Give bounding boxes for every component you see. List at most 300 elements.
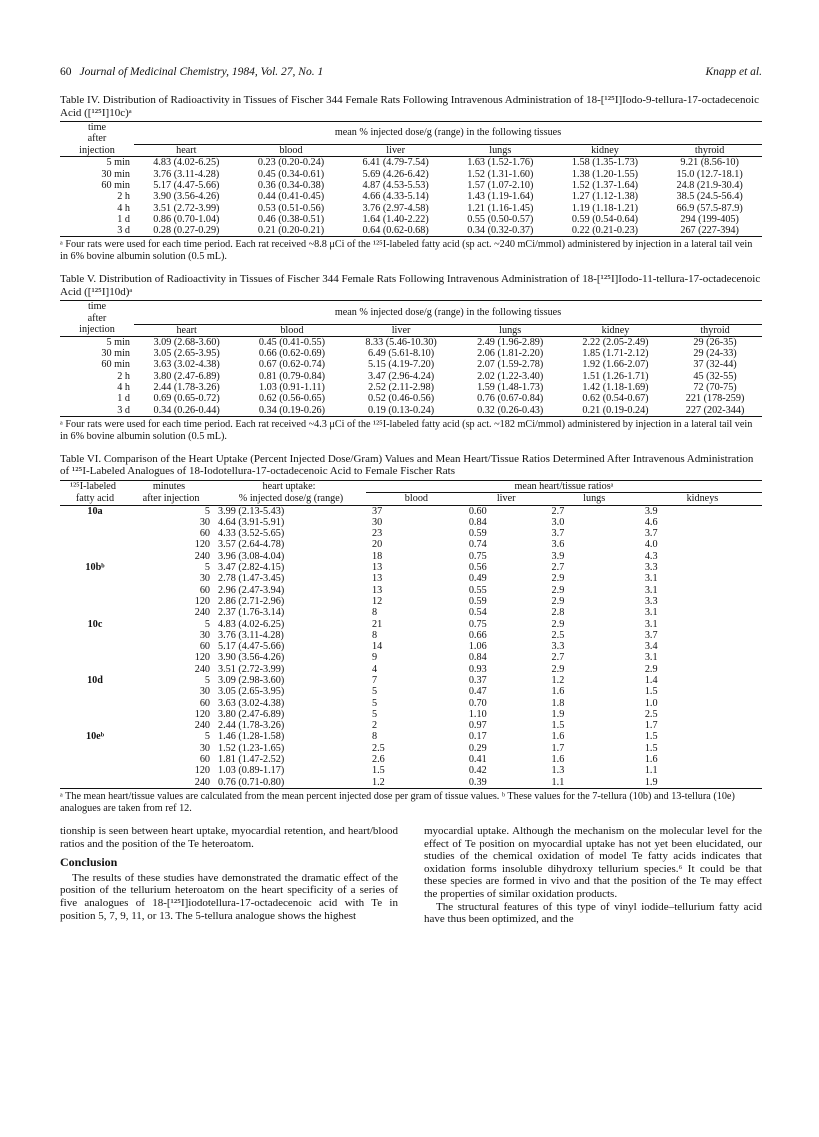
table-cell: 120 bbox=[194, 708, 210, 720]
table-cell: 0.93 bbox=[468, 663, 487, 675]
table-cell: 3.6 bbox=[551, 539, 565, 551]
table5-time-head-3: injection bbox=[60, 324, 134, 336]
table-row bbox=[60, 371, 762, 382]
table-cell: 30 bbox=[199, 686, 210, 698]
table-cell: 0.81 (0.79-0.84) bbox=[258, 370, 326, 382]
table4-group-head: mean % injected dose/g (range) in the following tissues bbox=[134, 122, 762, 145]
table-cell: 1.7 bbox=[644, 720, 658, 732]
table-cell: 3.80 (2.47-6.89) bbox=[153, 370, 220, 382]
table6-head-uptake-2: % injected dose/g (range) bbox=[212, 493, 366, 505]
table-cell: 21 bbox=[372, 618, 383, 630]
table5-col-header: liver bbox=[345, 324, 458, 336]
table4-time-head: time after bbox=[60, 122, 134, 145]
table-cell: 0.67 (0.62-0.74) bbox=[258, 359, 326, 371]
table-cell: 14 bbox=[372, 641, 383, 653]
table-row bbox=[60, 619, 762, 630]
authors: Knapp et al. bbox=[705, 66, 762, 78]
right-paragraph-1: myocardial uptake. Although the mechanism on the molecular level for the effect of Te position on myocardial uptake has not yet been elucidated, our studies of the chemical oxidation of model Te fatty acids indicates that oxidation forms insoluble dihydroxy tellurium species.⁶ It could be that these species are formed in vivo and that the position of the Te may effect the properties of similar oxidation products. bbox=[424, 824, 762, 900]
table-cell: 5.15 (4.19-7.20) bbox=[367, 359, 435, 371]
table6-ratio-col-header: kidneys bbox=[639, 493, 762, 505]
running-header bbox=[60, 66, 762, 78]
table4-col-header: blood bbox=[239, 145, 344, 157]
table-cell: 66.9 (57.5-87.9) bbox=[676, 202, 743, 214]
table-cell: 6.49 (5.61-8.10) bbox=[367, 348, 435, 360]
table-cell: 0.55 (0.50-0.57) bbox=[467, 213, 534, 225]
table-cell: 1.52 (1.23-1.65) bbox=[218, 742, 285, 754]
table-cell: 1.57 (1.07-2.10) bbox=[467, 179, 534, 191]
table-cell: 0.49 bbox=[468, 573, 487, 585]
table-cell: 8.33 (5.46-10.30) bbox=[365, 336, 437, 348]
table-cell bbox=[60, 573, 126, 584]
table-cell: 1.4 bbox=[644, 674, 658, 686]
table-cell: 30 bbox=[199, 573, 210, 585]
table-cell: 1.27 (1.12-1.38) bbox=[571, 191, 639, 203]
table-cell: 0.59 bbox=[468, 528, 487, 540]
table-cell: 5.17 (4.47-5.66) bbox=[218, 641, 285, 653]
table-cell bbox=[60, 709, 126, 720]
table-cell bbox=[60, 686, 126, 697]
table-cell: 30 bbox=[199, 516, 210, 528]
table-cell bbox=[60, 539, 126, 550]
table5-time-head: time after bbox=[60, 301, 134, 324]
table-cell: 30 bbox=[199, 742, 210, 754]
table-row bbox=[60, 731, 762, 742]
table-cell: 3.96 (3.08-4.04) bbox=[218, 550, 285, 562]
table-row bbox=[60, 630, 762, 641]
table-row bbox=[60, 157, 762, 169]
table-cell: 1.2 bbox=[551, 674, 565, 686]
table-row bbox=[60, 214, 762, 225]
table-cell: 0.74 bbox=[468, 539, 487, 551]
table-cell bbox=[60, 596, 126, 607]
table-cell: 1.06 bbox=[468, 641, 487, 653]
table-cell bbox=[60, 743, 126, 754]
table-cell: 0.34 (0.19-0.26) bbox=[258, 404, 326, 416]
table-cell: 3.47 (2.96-4.24) bbox=[367, 370, 435, 382]
table-cell: 0.21 (0.20-0.21) bbox=[257, 225, 325, 237]
journal-page bbox=[60, 66, 762, 926]
table-row bbox=[60, 359, 762, 370]
table-cell: 6.41 (4.79-7.54) bbox=[362, 157, 429, 169]
table4-footnote: ᵃ Four rats were used for each time period. Each rat received ~8.8 μCi of the ¹²⁵I-labeled fatty acid (sp act. ~240 mCi/mmol) administered by injection in a lateral tail vein in 6% bovine albumin solution (0.5 mL). bbox=[60, 239, 753, 263]
table-cell: 3.7 bbox=[644, 528, 658, 540]
table-cell: 2.78 (1.47-3.45) bbox=[218, 573, 285, 585]
table-cell: 30 min bbox=[101, 348, 130, 360]
table5-col-header: thyroid bbox=[668, 324, 762, 336]
left-column bbox=[60, 825, 398, 926]
table-cell: 2.5 bbox=[551, 629, 565, 641]
table-cell: 2.5 bbox=[372, 742, 385, 754]
table5-col-header: lungs bbox=[458, 324, 563, 336]
table-cell: 4.33 (3.52-5.65) bbox=[218, 528, 285, 540]
section-title: Conclusion bbox=[60, 855, 118, 870]
table-cell: 0.75 bbox=[468, 618, 487, 630]
table-cell: 2.86 (2.71-2.96) bbox=[218, 595, 285, 607]
table-cell: 10c bbox=[87, 618, 103, 630]
table-cell: 0.19 (0.13-0.24) bbox=[367, 404, 435, 416]
table-cell: 1.03 (0.91-1.11) bbox=[259, 382, 325, 394]
table-cell: 7 bbox=[372, 674, 378, 686]
table-cell: 2 h bbox=[117, 191, 130, 203]
table5-col-header: heart bbox=[134, 324, 239, 336]
table-cell: 3.3 bbox=[644, 595, 658, 607]
table4-time-head-3: injection bbox=[60, 145, 134, 157]
table-cell: 5.17 (4.47-5.66) bbox=[153, 179, 220, 191]
table-cell: 0.42 bbox=[468, 765, 487, 777]
table-cell: 3.05 (2.65-3.95) bbox=[153, 348, 220, 360]
table4-col-header: heart bbox=[134, 145, 239, 157]
table4-col-header: liver bbox=[343, 145, 448, 157]
table-cell: 0.34 (0.26-0.44) bbox=[153, 404, 220, 416]
table-cell: 0.60 bbox=[468, 505, 487, 517]
table-cell: 3.0 bbox=[551, 516, 565, 528]
table4-col-header: thyroid bbox=[657, 145, 762, 157]
table-cell: 1.58 (1.35-1.73) bbox=[571, 157, 639, 169]
table-cell: 3.1 bbox=[644, 652, 658, 664]
table-cell: 3 d bbox=[117, 404, 130, 416]
table-cell: 227 (202-344) bbox=[685, 404, 745, 416]
table-row bbox=[60, 393, 762, 404]
table-row bbox=[60, 405, 762, 417]
table-cell: 37 bbox=[372, 505, 383, 517]
table-cell: 8 bbox=[372, 607, 378, 619]
table-row bbox=[60, 641, 762, 652]
table-cell: 1.1 bbox=[644, 765, 658, 777]
table-cell: 0.32 (0.26-0.43) bbox=[477, 404, 544, 416]
table-cell bbox=[60, 607, 126, 618]
table-cell bbox=[60, 551, 126, 562]
table-cell: 0.84 bbox=[468, 516, 487, 528]
table-cell: 4 bbox=[372, 663, 378, 675]
table-row bbox=[60, 203, 762, 214]
table-cell: 3.76 (3.11-4.28) bbox=[218, 629, 284, 641]
table4 bbox=[60, 121, 762, 237]
table-cell: 10a bbox=[87, 505, 103, 517]
table6-ratio-col-header: blood bbox=[366, 493, 463, 505]
table-cell: 5 min bbox=[106, 157, 130, 169]
table-cell: 5 bbox=[204, 505, 210, 517]
table-cell: 4.66 (4.33-5.14) bbox=[362, 191, 429, 203]
left-paragraph-2: The results of these studies have demonstrated the dramatic effect of the position of the tellurium heteroatom on the heart specificity of a series of five analogues of 18-[¹²⁵I]iodotellura-17-octadecenoic acid with Te in position 5, 7, 9, 11, or 13. The 5-tellura analogue shows the highest bbox=[60, 871, 398, 922]
table6-column-header-row bbox=[60, 493, 762, 505]
table-cell: 1.81 (1.47-2.52) bbox=[218, 754, 285, 766]
table-cell: 0.39 bbox=[468, 776, 487, 788]
table-cell: 240 bbox=[194, 607, 210, 619]
table-cell: 3.51 (2.72-3.99) bbox=[153, 202, 220, 214]
table-cell: 0.29 bbox=[468, 742, 487, 754]
table-cell: 2.52 (2.11-2.98) bbox=[368, 382, 434, 394]
table-cell: 30 min bbox=[101, 168, 130, 180]
table-cell: 1.10 bbox=[468, 708, 487, 720]
table-cell: 60 bbox=[199, 754, 210, 766]
table-cell bbox=[60, 664, 126, 675]
table-cell: 267 (227-394) bbox=[680, 225, 739, 237]
table-cell: 0.76 (0.71-0.80) bbox=[218, 776, 285, 788]
table-cell: 3.63 (3.02-4.38) bbox=[153, 359, 220, 371]
table6-head-minutes-2: after injection bbox=[126, 493, 212, 505]
table-cell: 240 bbox=[194, 663, 210, 675]
table-cell: 24.8 (21.9-30.4) bbox=[676, 179, 743, 191]
table6-caption: Table VI. Comparison of the Heart Uptake (Percent Injected Dose/Gram) Values and Mean Heart/Tissue Ratios Determined After Intravenous Administration of ¹²⁵I-Labeled Analogues of 18-Iodotellura-17-octadecenoic Acid to Female Fischer Rats bbox=[60, 452, 754, 478]
table4-caption: Table IV. Distribution of Radioactivity in Tissues of Fischer 344 Female Rats Following Intravenous Administration of 18-[¹²⁵I]Iodo-9-tellura-17-octadecenoic Acid ([¹²⁵I]10c)ᵃ bbox=[60, 94, 759, 119]
table-cell: 3.1 bbox=[644, 573, 658, 585]
table-cell: 0.41 bbox=[468, 754, 487, 766]
table-cell: 2.8 bbox=[551, 607, 565, 619]
table-cell: 0.69 (0.65-0.72) bbox=[153, 393, 220, 405]
table-cell: 5 bbox=[372, 697, 378, 709]
table-cell bbox=[60, 765, 126, 776]
table-cell: 3.05 (2.65-3.95) bbox=[218, 686, 285, 698]
table-row bbox=[60, 517, 762, 528]
table-cell: 0.47 bbox=[468, 686, 487, 698]
table-row bbox=[60, 743, 762, 754]
table-row bbox=[60, 777, 762, 789]
table-cell: 3.09 (2.98-3.60) bbox=[218, 674, 285, 686]
table-cell bbox=[60, 517, 126, 528]
table-cell: 60 bbox=[199, 697, 210, 709]
table-cell: 0.45 (0.34-0.61) bbox=[257, 168, 325, 180]
table-cell: 4.83 (4.02-6.25) bbox=[153, 157, 220, 169]
table-cell: 4.0 bbox=[644, 539, 658, 551]
table-cell: 10bᵇ bbox=[85, 562, 105, 574]
table-row bbox=[60, 686, 762, 697]
table-row bbox=[60, 607, 762, 618]
table-cell: 221 (178-259) bbox=[685, 393, 745, 405]
table-cell: 9 bbox=[372, 652, 378, 664]
table-cell: 30 bbox=[372, 516, 383, 528]
table6-footnote: ᵃ The mean heart/tissue values are calculated from the mean percent injected dose per gram of tissue values. ᵇ These values for the 7-tellura (10b) and 13-tellura (10e) analogues are taken from ref 12. bbox=[60, 790, 735, 814]
table-cell: 3.9 bbox=[551, 550, 565, 562]
table-cell: 13 bbox=[372, 562, 383, 574]
table-row bbox=[60, 348, 762, 359]
table-cell bbox=[60, 698, 126, 709]
table-cell: 3.90 (3.56-4.26) bbox=[153, 191, 220, 203]
table-row bbox=[60, 551, 762, 562]
table-cell: 1.6 bbox=[551, 686, 565, 698]
table-row bbox=[60, 505, 762, 517]
page-number: 60 bbox=[60, 66, 72, 78]
table-cell: 5 min bbox=[106, 336, 130, 348]
table-cell: 3.57 (2.64-4.78) bbox=[218, 539, 285, 551]
right-column bbox=[424, 825, 762, 926]
table-cell: 1.6 bbox=[551, 731, 565, 743]
table-cell: 4.3 bbox=[644, 550, 658, 562]
table-cell: 1.85 (1.71-2.12) bbox=[582, 348, 649, 360]
table-cell: 15.0 (12.7-18.1) bbox=[676, 168, 743, 180]
table-cell: 1.5 bbox=[644, 686, 658, 698]
table-row bbox=[60, 169, 762, 180]
table-cell: 240 bbox=[194, 550, 210, 562]
left-paragraph-1: tionship is seen between heart uptake, myocardial retention, and heart/blood ratios and the position of the Te heteroatom. bbox=[60, 824, 398, 850]
table4-col-header: kidney bbox=[553, 145, 658, 157]
table-row bbox=[60, 573, 762, 584]
table-cell: 0.55 bbox=[468, 584, 487, 596]
table-cell: 1 d bbox=[117, 213, 130, 225]
table-cell: 3.76 (2.97-4.58) bbox=[362, 202, 429, 214]
table-cell: 18 bbox=[372, 550, 383, 562]
table-cell: 240 bbox=[194, 720, 210, 732]
table-cell: 1.52 (1.31-1.60) bbox=[467, 168, 534, 180]
table-cell: 240 bbox=[194, 776, 210, 788]
table-cell: 2.9 bbox=[551, 618, 565, 630]
table-cell: 8 bbox=[372, 629, 378, 641]
table6-head-uptake: heart uptake: bbox=[212, 480, 366, 492]
table-cell: 0.54 bbox=[468, 607, 487, 619]
table-cell: 2.06 (1.81-2.20) bbox=[477, 348, 544, 360]
table-cell: 60 bbox=[199, 641, 210, 653]
table-cell: 1.43 (1.19-1.64) bbox=[467, 191, 534, 203]
table-cell: 0.64 (0.62-0.68) bbox=[362, 225, 429, 237]
table-cell: 1.3 bbox=[551, 765, 565, 777]
table-cell: 0.28 (0.27-0.29) bbox=[153, 225, 220, 237]
table5-col-header: blood bbox=[239, 324, 344, 336]
table5-col-header: kidney bbox=[563, 324, 668, 336]
table-cell: 20 bbox=[372, 539, 383, 551]
table-cell: 0.53 (0.51-0.56) bbox=[257, 202, 325, 214]
table-cell: 5 bbox=[372, 686, 378, 698]
table6-head-labeled-2: fatty acid bbox=[60, 493, 126, 505]
table-cell: 3.4 bbox=[644, 641, 658, 653]
table-cell bbox=[60, 641, 126, 652]
table5-footnote: ᵃ Four rats were used for each time period. Each rat received ~4.3 μCi of the ¹²⁵I-labeled fatty acid (sp act. ~182 mCi/mmol) administered by injection in a lateral tail vein in 6% bovine albumin solution (0.5 mL). bbox=[60, 418, 753, 442]
table-cell: 1.1 bbox=[551, 776, 565, 788]
table5-caption: Table V. Distribution of Radioactivity in Tissues of Fischer 344 Female Rats Following Intravenous Administration of 18-[¹²⁵I]Iodo-11-tellura-17-octadecenoic Acid ([¹²⁵I]10d)ᵃ bbox=[60, 273, 761, 298]
table-cell: 0.76 (0.67-0.84) bbox=[477, 393, 544, 405]
table-cell: 5 bbox=[204, 674, 210, 686]
table-cell: 0.46 (0.38-0.51) bbox=[257, 213, 325, 225]
table-cell: 0.45 (0.41-0.55) bbox=[258, 336, 326, 348]
table-cell: 2.7 bbox=[551, 652, 565, 664]
table-cell: 2.5 bbox=[644, 708, 658, 720]
body-text bbox=[60, 825, 762, 926]
table-cell: 0.75 bbox=[468, 550, 487, 562]
table-cell: 1.0 bbox=[644, 697, 658, 709]
table-cell: 3.80 (2.47-6.89) bbox=[218, 708, 285, 720]
table-cell: 1 d bbox=[117, 393, 130, 405]
table-cell: 3.63 (3.02-4.38) bbox=[218, 697, 285, 709]
table-row bbox=[60, 754, 762, 765]
table-cell: 0.23 (0.20-0.24) bbox=[257, 157, 325, 169]
table-cell: 0.44 (0.41-0.45) bbox=[257, 191, 325, 203]
table-cell: 2.44 (1.78-3.26) bbox=[218, 720, 285, 732]
table-row bbox=[60, 382, 762, 393]
table-cell: 3 d bbox=[117, 225, 130, 237]
table-row bbox=[60, 765, 762, 776]
table-cell: 29 (26-35) bbox=[693, 336, 737, 348]
table-row bbox=[60, 709, 762, 720]
table-cell: 12 bbox=[372, 595, 383, 607]
table-cell: 5 bbox=[204, 618, 210, 630]
table-cell: 1.2 bbox=[372, 776, 385, 788]
table-cell: 4.6 bbox=[644, 516, 658, 528]
table4-col-header: lungs bbox=[448, 145, 553, 157]
table-cell: 2.49 (1.96-2.89) bbox=[477, 336, 544, 348]
table-cell: 1.5 bbox=[644, 742, 658, 754]
table-cell: 2.7 bbox=[551, 562, 565, 574]
table-cell: 60 min bbox=[101, 359, 130, 371]
table-cell: 1.9 bbox=[551, 708, 565, 720]
table-row bbox=[60, 720, 762, 731]
table-cell: 0.62 (0.54-0.67) bbox=[582, 393, 649, 405]
table6-ratio-col-header: liver bbox=[463, 493, 546, 505]
table-cell: 3.7 bbox=[644, 629, 658, 641]
table-cell: 23 bbox=[372, 528, 383, 540]
table-cell: 2 h bbox=[117, 370, 130, 382]
table6-group-head: mean heart/tissue ratiosᵃ bbox=[366, 480, 762, 492]
table-cell bbox=[60, 630, 126, 641]
table-cell: 2.9 bbox=[644, 663, 658, 675]
table-cell: 0.36 (0.34-0.38) bbox=[257, 179, 325, 191]
table-cell: 1.38 (1.20-1.55) bbox=[571, 168, 639, 180]
table-cell: 2.96 (2.47-3.94) bbox=[218, 584, 285, 596]
table6-head-labeled: ¹²⁵I-labeled bbox=[60, 480, 126, 492]
table-cell: 3.90 (3.56-4.26) bbox=[218, 652, 285, 664]
table-row bbox=[60, 664, 762, 675]
table-cell: 3.1 bbox=[644, 584, 658, 596]
table-cell: 3.99 (2.13-5.43) bbox=[218, 505, 285, 517]
table-cell: 4 h bbox=[117, 382, 130, 394]
table-cell: 60 bbox=[199, 528, 210, 540]
table-cell: 60 bbox=[199, 584, 210, 596]
table-cell: 3.7 bbox=[551, 528, 565, 540]
table-cell: 1.5 bbox=[372, 765, 385, 777]
table-cell: 1.59 (1.48-1.73) bbox=[477, 382, 544, 394]
right-paragraph-2: The structural features of this type of vinyl iodide–tellurium fatty acid have thus been optimized, and the bbox=[424, 900, 762, 926]
table-cell: 60 min bbox=[101, 179, 130, 191]
table-cell: 3.51 (2.72-3.99) bbox=[218, 663, 285, 675]
table-cell: 0.70 bbox=[468, 697, 487, 709]
table-cell: 2.9 bbox=[551, 573, 565, 585]
table-cell: 2.7 bbox=[551, 505, 565, 517]
table-cell: 3.1 bbox=[644, 618, 658, 630]
table-cell: 120 bbox=[194, 652, 210, 664]
table-row bbox=[60, 191, 762, 202]
table-cell: 13 bbox=[372, 573, 383, 585]
table-cell: 0.66 (0.62-0.69) bbox=[258, 348, 326, 360]
table-cell: 0.59 bbox=[468, 595, 487, 607]
table-cell: 2 bbox=[372, 720, 378, 732]
table-cell: 30 bbox=[199, 629, 210, 641]
table-cell: 3.76 (3.11-4.28) bbox=[153, 168, 220, 180]
table-cell: 1.46 (1.28-1.58) bbox=[218, 731, 285, 743]
table-cell: 5 bbox=[372, 708, 378, 720]
table-cell: 0.52 (0.46-0.56) bbox=[367, 393, 435, 405]
table-cell: 5 bbox=[204, 731, 210, 743]
table-cell: 0.84 bbox=[468, 652, 487, 664]
table-row bbox=[60, 675, 762, 686]
table-cell: 1.5 bbox=[551, 720, 565, 732]
table-row bbox=[60, 528, 762, 539]
table-cell: 5 bbox=[204, 562, 210, 574]
table-cell: 13 bbox=[372, 584, 383, 596]
table-row bbox=[60, 596, 762, 607]
table-cell: 10d bbox=[87, 674, 103, 686]
table-row bbox=[60, 180, 762, 191]
table-cell: 8 bbox=[372, 731, 378, 743]
table-cell: 3.9 bbox=[644, 505, 658, 517]
table-cell: 1.8 bbox=[551, 697, 565, 709]
table-cell: 2.07 (1.59-2.78) bbox=[477, 359, 544, 371]
table-cell: 0.21 (0.19-0.24) bbox=[582, 404, 649, 416]
table-cell: 3.3 bbox=[551, 641, 565, 653]
table-cell bbox=[60, 720, 126, 731]
table5-group-head: mean % injected dose/g (range) in the following tissues bbox=[134, 301, 762, 324]
table-cell: 0.59 (0.54-0.64) bbox=[571, 213, 639, 225]
table-cell: 2.9 bbox=[551, 595, 565, 607]
table-cell: 2.9 bbox=[551, 663, 565, 675]
journal-citation: Journal of Medicinal Chemistry, 1984, Vol. 27, No. 1 bbox=[79, 66, 324, 78]
table-cell: 1.52 (1.37-1.64) bbox=[571, 179, 639, 191]
